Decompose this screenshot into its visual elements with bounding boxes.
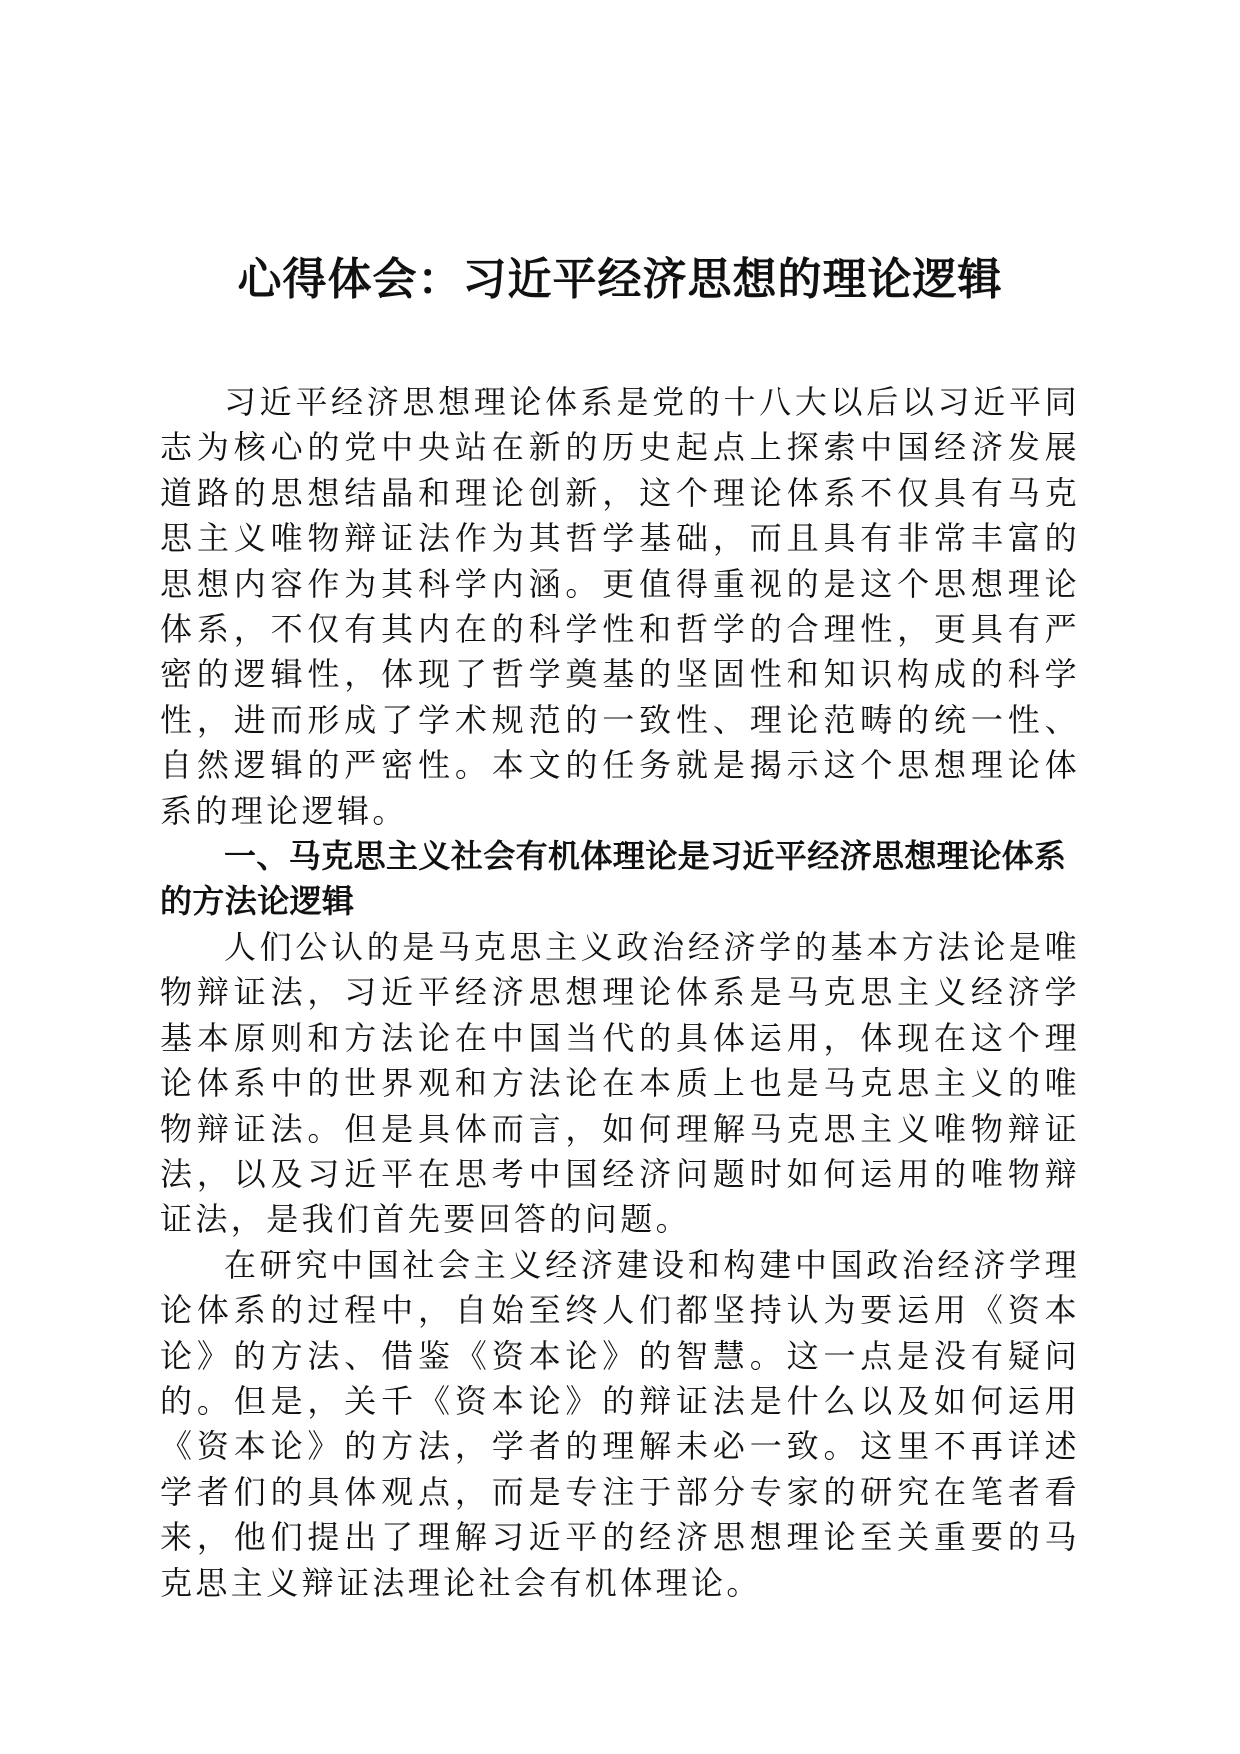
document-title: 心得体会：习近平经济思想的理论逻辑: [237, 254, 1003, 305]
body-paragraph: 在研究中国社会主义经济建设和构建中国政治经济学理论体系的过程中，自始至终人们都坚持认为要运用《资本论》的方法、借鉴《资本论》的智慧。这一点是没有疑问的。但是，关千《资本论》的辩证法是什么以及如何运用《资本论》的方法，学者的理解未必一致。这里不再详述学者们的具体观点，而是专注于部分专家的研究在笔者看来，他们提出了理解习近平的经济思想理论至关重要的马克思主义辩证法理论社会有机体理论。: [160, 1245, 1080, 1602]
section-heading: 一、马克思主义社会有机体理论是习近平经济思想理论体系的方法论逻辑: [160, 837, 1067, 921]
body-paragraph: 人们公认的是马克思主义政治经济学的基本方法论是唯物辩证法，习近平经济思想理论体系是马克思主义经济学基本原则和方法论在中国当代的具体运用，体现在这个理论体系中的世界观和方法论在本质上也是马克思主义的唯物辩证法。但是具体而言，如何理解马克思主义唯物辩证法，以及习近平在思考中国经济问题时如何运用的唯物辩证法，是我们首先要回答的问题。: [160, 927, 1080, 1239]
document-body: [160, 380, 1080, 1606]
intro-paragraph: 习近平经济思想理论体系是党的十八大以后以习近平同志为核心的党中央站在新的历史起点上探索中国经济发展道路的思想结晶和理论创新，这个理论体系不仅具有马克思主义唯物辩证法作为其哲学基础，而且具有非常丰富的思想内容作为其科学内涵。更值得重视的是这个思想理论体系，不仅有其内在的科学性和哲学的合理性，更具有严密的逻辑性，体现了哲学奠基的坚固性和知识构成的科学性，进而形成了学术规范的一致性、理论范畴的统一性、自然逻辑的严密性。本文的任务就是揭示这个思想理论体系的理论逻辑。: [160, 383, 1080, 830]
